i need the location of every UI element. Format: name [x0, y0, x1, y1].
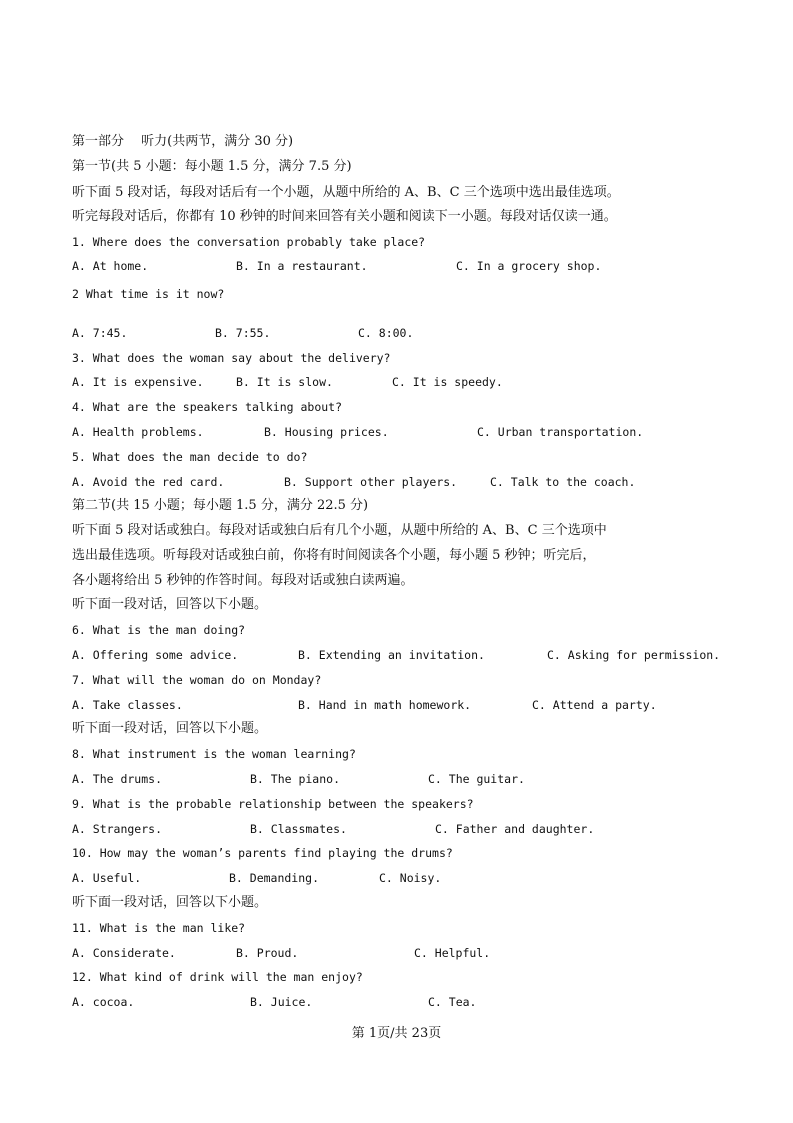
option-a: A. Useful. — [72, 871, 142, 885]
option-b: B. The piano. — [250, 772, 341, 786]
option-b: B. Housing prices. — [264, 425, 389, 439]
option-c: C. It is speedy. — [392, 375, 503, 389]
option-a: A. cocoa. — [72, 995, 135, 1009]
option-a: A. Avoid the red card. — [72, 475, 225, 489]
option-b: B. 7:55. — [215, 326, 271, 340]
option-b: B. In a restaurant. — [236, 259, 368, 273]
dialog-prompt: 听下面一段对话，回答以下小题。 — [72, 721, 268, 736]
section1-instruction-1: 听下面 5 段对话，每段对话后有一个小题，从题中所给的 A、B、C 三个选项中选出最佳选项。 — [72, 185, 620, 200]
option-c: C. Attend a party. — [532, 698, 657, 712]
option-b: B. Demanding. — [229, 871, 320, 885]
question-stem: 4. What are the speakers talking about? — [72, 400, 343, 414]
page-footer: 第 1页/共 23页 — [351, 1026, 442, 1041]
section2-instruction-1: 听下面 5 段对话或独白。每段对话或独白后有几个小题，从题中所给的 A、B、C 三个选项中 — [72, 523, 607, 538]
question-stem: 12. What kind of drink will the man enjoy? — [72, 970, 363, 984]
option-c: C. Asking for permission. — [547, 648, 721, 662]
option-c: C. Urban transportation. — [477, 425, 644, 439]
section2-instruction-2: 选出最佳选项。听每段对话或独白前，你将有时间阅读各个小题，每小题 5 秒钟；听完后， — [72, 548, 596, 563]
option-b: B. Hand in math homework. — [298, 698, 472, 712]
option-b: B. Juice. — [250, 995, 313, 1009]
option-c: C. Talk to the coach. — [490, 475, 636, 489]
question-stem: 5. What does the man decide to do? — [72, 450, 308, 464]
option-a: A. Considerate. — [72, 946, 176, 960]
option-c: C. Noisy. — [379, 871, 442, 885]
part1-heading: 第一部分 听力(共两节，满分 30 分) — [72, 134, 294, 149]
option-c: C. Father and daughter. — [435, 822, 595, 836]
dialog-prompt: 听下面一段对话，回答以下小题。 — [72, 597, 268, 612]
option-c: C. In a grocery shop. — [456, 259, 602, 273]
question-stem: 3. What does the woman say about the delivery? — [72, 351, 391, 365]
question-stem: 10. How may the woman’s parents find playing the drums? — [72, 846, 453, 860]
question-stem: 6. What is the man doing? — [72, 623, 246, 637]
section2-heading: 第二节(共 15 小题；每小题 1.5 分，满分 22.5 分) — [72, 498, 369, 513]
section2-instruction-3: 各小题将给出 5 秒钟的作答时间。每段对话或独白读两遍。 — [72, 573, 414, 588]
option-b: B. Extending an invitation. — [298, 648, 485, 662]
option-b: B. Proud. — [236, 946, 299, 960]
question-stem: 8. What instrument is the woman learning? — [72, 747, 356, 761]
dialog-prompt: 听下面一段对话，回答以下小题。 — [72, 895, 268, 910]
option-b: B. Classmates. — [250, 822, 347, 836]
question-stem: 11. What is the man like? — [72, 921, 246, 935]
section1-heading: 第一节(共 5 小题：每小题 1.5 分，满分 7.5 分) — [72, 159, 352, 174]
question-stem: 2 What time is it now? — [72, 287, 225, 301]
option-a: A. Take classes. — [72, 698, 183, 712]
option-a: A. Health problems. — [72, 425, 204, 439]
option-c: C. Tea. — [428, 995, 477, 1009]
option-c: C. The guitar. — [428, 772, 525, 786]
option-a: A. At home. — [72, 259, 149, 273]
option-b: B. Support other players. — [284, 475, 458, 489]
question-stem: 7. What will the woman do on Monday? — [72, 673, 322, 687]
option-a: A. Strangers. — [72, 822, 163, 836]
option-c: C. 8:00. — [358, 326, 414, 340]
option-a: A. It is expensive. — [72, 375, 204, 389]
option-a: A. 7:45. — [72, 326, 128, 340]
option-a: A. Offering some advice. — [72, 648, 239, 662]
option-b: B. It is slow. — [236, 375, 333, 389]
option-c: C. Helpful. — [414, 946, 491, 960]
section1-instruction-2: 听完每段对话后，你都有 10 秒钟的时间来回答有关小题和阅读下一小题。每段对话仅读一通。 — [72, 209, 617, 224]
question-stem: 9. What is the probable relationship between the speakers? — [72, 797, 474, 811]
option-a: A. The drums. — [72, 772, 163, 786]
question-stem: 1. Where does the conversation probably take place? — [72, 235, 426, 249]
